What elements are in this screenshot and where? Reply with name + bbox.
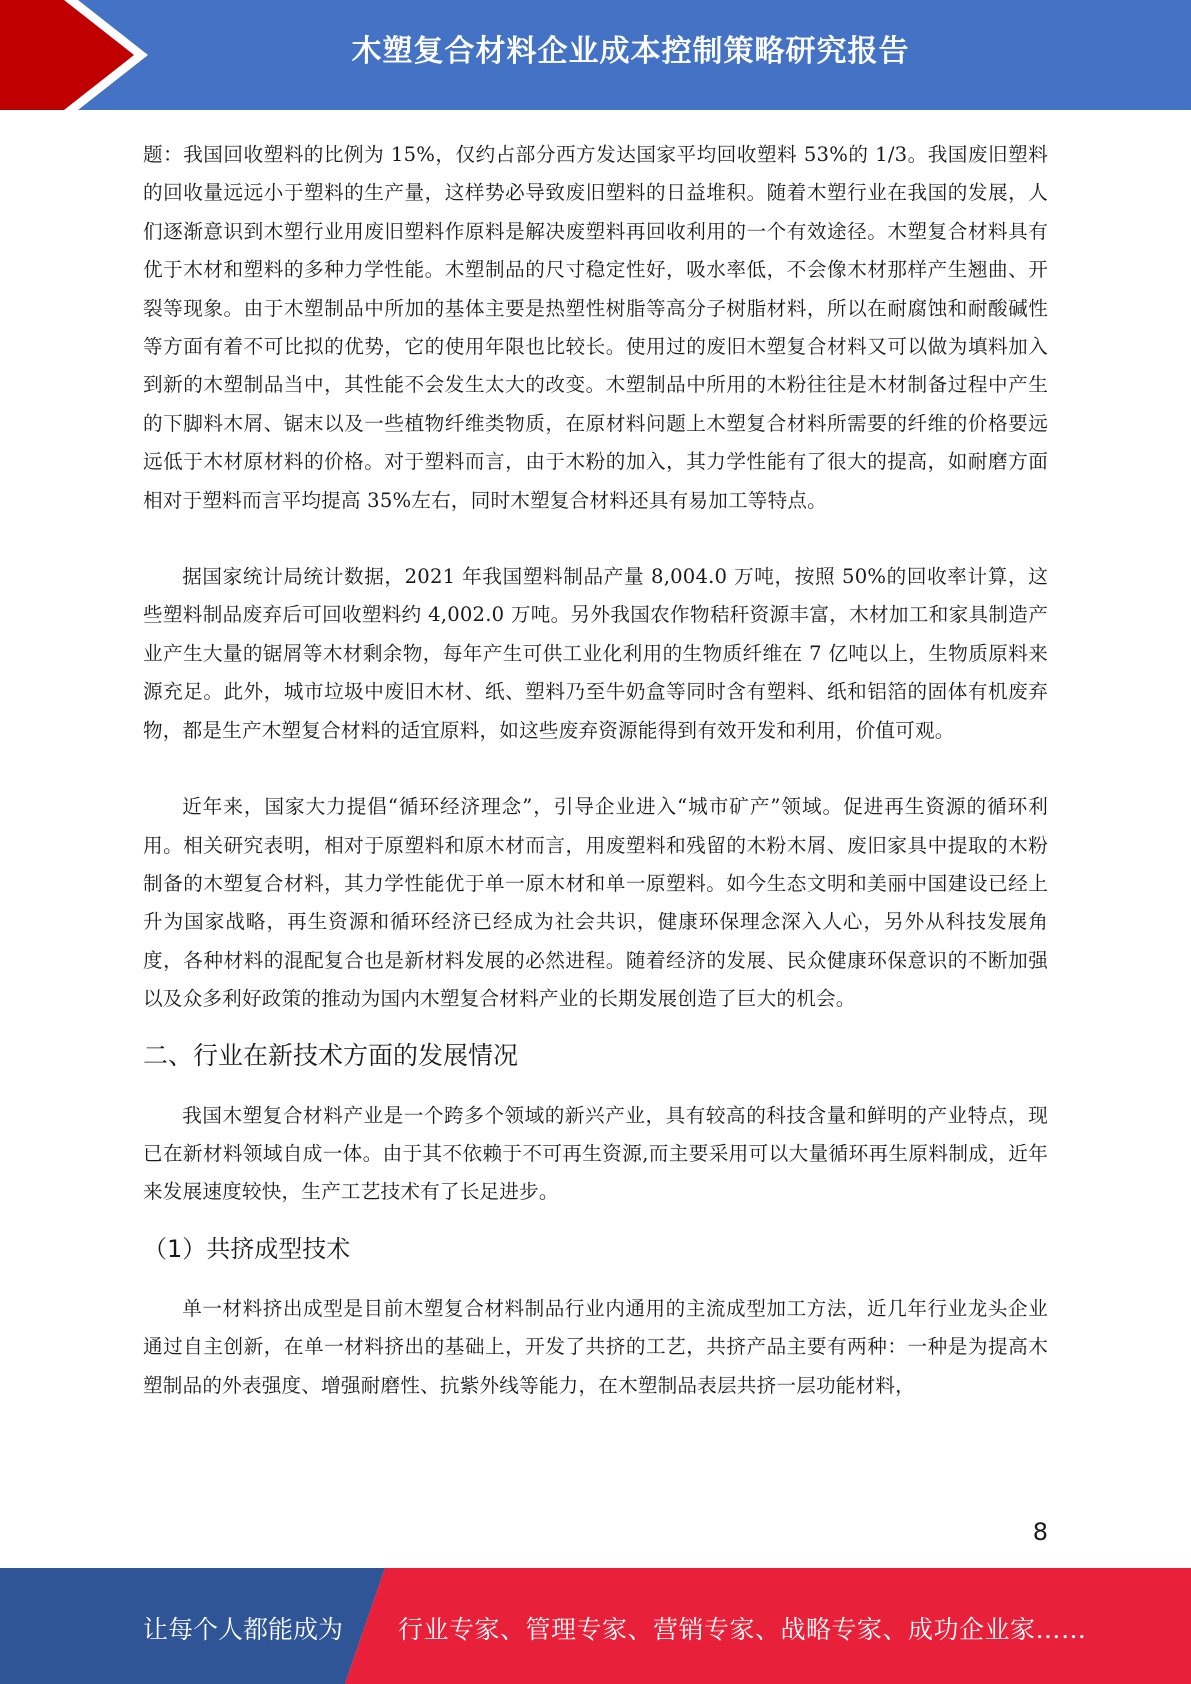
body-paragraph-2: 据国家统计局统计数据，2021 年我国塑料制品产量 8,004.0 万吨，按照 50%的回收率计算，这些塑料制品废弃后可回收塑料约 4,002.0 万吨。另外我国农作物秸秆资源丰富，木材加工和家具制造产业产生大量的锯屑等木材剩余物，每年产生可供工业化利用的生物质纤维在 7 亿吨以上，生物质原料来源充足。此外，城市垃圾中废旧木材、纸、塑料乃至牛奶盒等同时含有塑料、纸和铝箔的固体有机废弃物，都是生产木塑复合材料的适宜原料，如这些废弃资源能得到有效开发和利用，价值可观。 xyxy=(143,565,1048,742)
header-banner xyxy=(0,0,1191,110)
paragraph-gap xyxy=(143,1268,1048,1290)
section-paragraph: 我国木塑复合材料产业是一个跨多个领域的新兴产业，具有较高的科技含量和鲜明的产业特点，现已在新材料领域自成一体。由于其不依赖于不可再生资源,而主要采用可以大量循环再生原料制成，近年来发展速度较快，生产工艺技术有了长足进步。 xyxy=(143,1103,1048,1204)
paragraph-gap xyxy=(143,520,1048,558)
header-arrow-icon xyxy=(0,0,150,110)
body-paragraph-1: 题：我国回收塑料的比例为 15%，仅约占部分西方发达国家平均回收塑料 53%的 1/3。我国废旧塑料的回收量远远小于塑料的生产量，这样势必导致废旧塑料的日益堆积。随着木塑行业在我国的发展，人们逐渐意识到木塑行业用废旧塑料作原料是解决废塑料再回收利用的一个有效途径。木塑复合材料具有优于木材和塑料的多种力学性能。木塑制品的尺寸稳定性好，吸水率低，不会像木材那样产生翘曲、开裂等现象。由于木塑制品中所加的基体主要是热塑性树脂等高分子树脂材料，所以在耐腐蚀和耐酸碱性等方面有着不可比拟的优势，它的使用年限也比较长。使用过的废旧木塑复合材料又可以做为填料加入到新的木塑制品当中，其性能不会发生太大的改变。木塑制品中所用的木粉往往是木材制备过程中产生的下脚料木屑、锯末以及一些植物纤维类物质，在原材料问题上木塑复合材料所需要的纤维的价格要远远低于木材原材料的价格。对于塑料而言，由于木粉的加入，其力学性能有了很大的提高，如耐磨方面相对于塑料而言平均提高 35%左右，同时木塑复合材料还具有易加工等特点。 xyxy=(143,143,1048,512)
page-body xyxy=(143,136,1048,1405)
footer-slogan-left: 让每个人都能成为 xyxy=(143,1615,344,1644)
page-number: 8 xyxy=(1032,1518,1048,1546)
arrow-red-fill xyxy=(0,0,134,110)
footer-banner xyxy=(0,1568,1191,1684)
footer-slogan-right: 行业专家、管理专家、营销专家、战略专家、成功企业家…… xyxy=(398,1615,1087,1644)
section-heading: 二、行业在新技术方面的发展情况 xyxy=(143,1040,519,1070)
paragraph-gap xyxy=(143,1212,1048,1230)
subsection-paragraph: 单一材料挤出成型是目前木塑复合材料制品行业内通用的主流成型加工方法，近几年行业龙头企业通过自主创新，在单一材料挤出的基础上，开发了共挤的工艺，共挤产品主要有两种：一种是为提高木塑制品的外表强度、增强耐磨性、抗紫外线等能力，在木塑制品表层共挤一层功能材料， xyxy=(143,1296,1048,1397)
paragraph-gap xyxy=(143,1075,1048,1097)
paragraph-gap xyxy=(143,750,1048,788)
subsection-heading: （1）共挤成型技术 xyxy=(143,1234,351,1263)
paragraph-gap xyxy=(143,1019,1048,1037)
report-title: 木塑复合材料企业成本控制策略研究报告 xyxy=(351,34,910,69)
body-paragraph-3: 近年来，国家大力提倡“循环经济理念”，引导企业进入“城市矿产”领域。促进再生资源的循环利用。相关研究表明，相对于原塑料和原木材而言，用废塑料和残留的木粉木屑、废旧家具中提取的木粉制备的木塑复合材料，其力学性能优于单一原木材和单一原塑料。如今生态文明和美丽中国建设已经上升为国家战略，再生资源和循环经济已经成为社会共识，健康环保理念深入人心，另外从科技发展角度，各种材料的混配复合也是新材料发展的必然进程。随着经济的发展、民众健康环保意识的不断加强以及众多利好政策的推动为国内木塑复合材料产业的长期发展创造了巨大的机会。 xyxy=(143,795,1048,1011)
